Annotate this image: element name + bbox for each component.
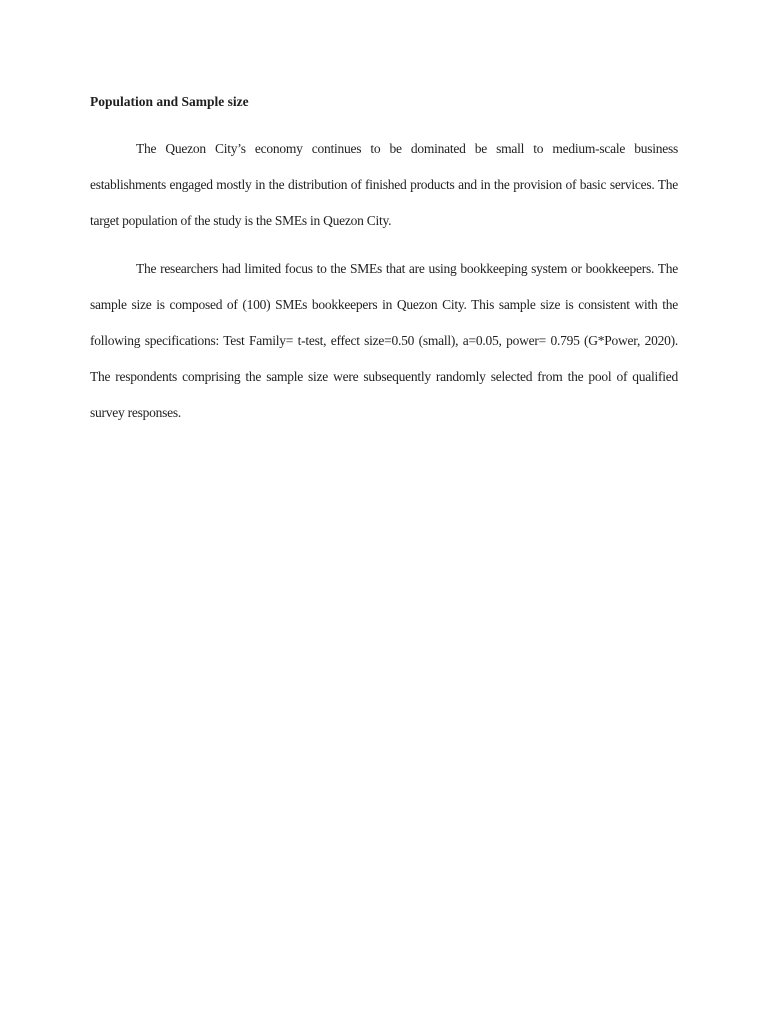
paragraph-population: The Quezon City’s economy continues to be dominated be small to medium-scale business establishments engaged mostly in the distribution of finished products and in the provision of basic services. The target population of the study is the SMEs in Quezon City. — [90, 141, 678, 228]
section-heading: Population and Sample size — [90, 94, 249, 109]
paragraph-sample-size: The researchers had limited focus to the SMEs that are using bookkeeping system or bookkeepers. The sample size is composed of (100) SMEs bookkeepers in Quezon City. This sample size is consistent with the following specifications: Test Family= t-test, effect size=0.50 (small), a=0.05, power= 0.795 (G*Power, 2020). The respondents comprising the sample size were subsequently randomly selected from the pool of qualified survey responses. — [90, 261, 678, 420]
